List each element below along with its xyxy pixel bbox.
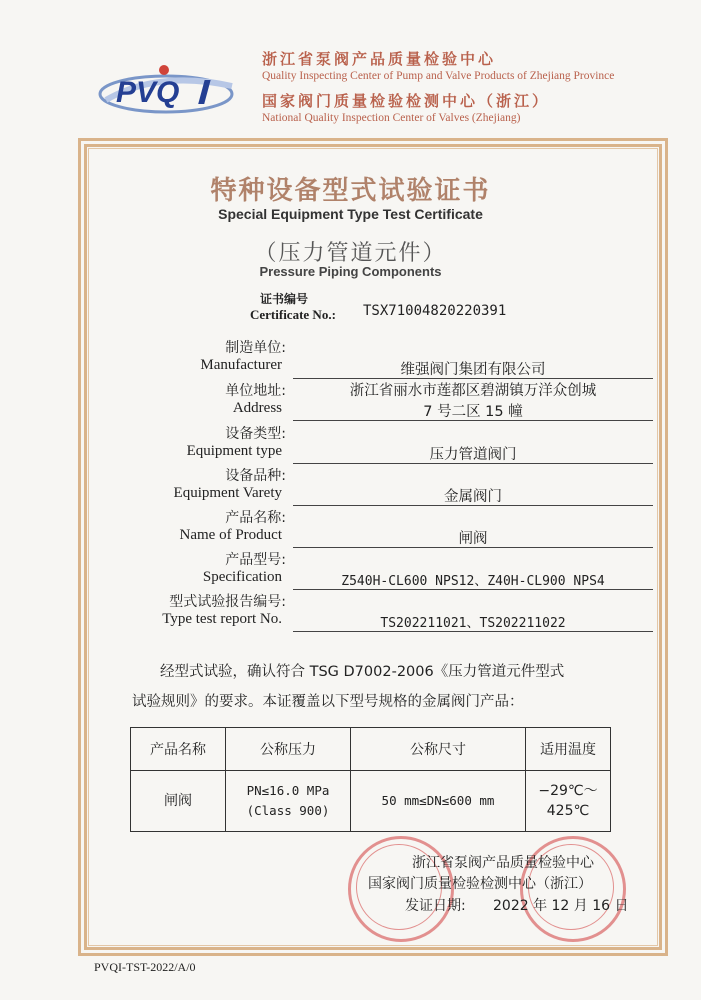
- org-name-cn: 浙江省泵阀产品质量检验中心: [262, 50, 497, 68]
- report-no-label-cn: 型式试验报告编号:: [169, 594, 286, 610]
- table-header-pressure: 公称压力: [226, 728, 351, 771]
- statement-line2: 试验规则》的要求。本证覆盖以下型号规格的金属阀门产品：: [132, 694, 524, 710]
- address-label-cn: 单位地址:: [225, 383, 286, 399]
- manufacturer-value: 维强阀门集团有限公司: [400, 362, 546, 378]
- product-name-label-en: Name of Product: [179, 527, 282, 543]
- equipment-type-label-cn: 设备类型:: [225, 426, 286, 442]
- address-label-en: Address: [232, 400, 282, 416]
- report-no-value: TS202211021、TS202211022: [380, 616, 566, 631]
- table-header-product-name: 产品名称: [131, 728, 226, 771]
- address-value-line1: 浙江省丽水市莲都区碧湖镇万洋众创城: [349, 383, 597, 399]
- document-code: PVQI-TST-2022/A/0: [94, 960, 196, 974]
- issuer-line1: 浙江省泵阀产品质量检验中心: [412, 855, 594, 871]
- logo-text: PVQ: [116, 76, 180, 109]
- pressure-line2: (Class 900): [246, 803, 330, 818]
- national-center-en: National Quality Inspection Center of Valves (Zhejiang): [262, 112, 521, 124]
- certificate-no-label-en: Certificate No.:: [250, 307, 336, 322]
- certificate-subtitle-en: Pressure Piping Components: [259, 264, 442, 279]
- equipment-variety-label-en: Equipment Varety: [173, 485, 282, 501]
- address-value-line2: 7 号二区 15 幢: [423, 404, 523, 420]
- certificate-subtitle-cn: （压力管道元件）: [254, 241, 447, 266]
- equipment-variety-value: 金属阀门: [444, 489, 502, 505]
- product-name-underline: [293, 547, 653, 548]
- report-no-label-en: Type test report No.: [162, 611, 282, 627]
- equipment-variety-underline: [293, 505, 653, 506]
- issuer-line2: 国家阀门质量检验检测中心（浙江）: [368, 876, 592, 892]
- table-cell-temperature: −29℃～425℃: [526, 771, 611, 832]
- issue-date-value: 2022 年 12 月 16 日: [493, 898, 629, 914]
- pvqi-logo: [98, 60, 238, 118]
- equipment-type-label-en: Equipment type: [186, 443, 282, 459]
- table-row: [131, 771, 611, 832]
- product-table: [130, 727, 611, 832]
- table-header-row: [131, 728, 611, 771]
- table-header-size: 公称尺寸: [351, 728, 526, 771]
- manufacturer-label-en: Manufacturer: [200, 357, 282, 373]
- certificate-title-en: Special Equipment Type Test Certificate: [218, 206, 483, 222]
- report-no-underline: [293, 631, 653, 632]
- product-name-value: 闸阀: [458, 531, 488, 547]
- table-header-temperature: 适用温度: [526, 728, 611, 771]
- table-cell-product-name: 闸阀: [131, 771, 226, 832]
- equipment-type-underline: [293, 463, 653, 464]
- manufacturer-label-cn: 制造单位:: [225, 340, 286, 356]
- address-underline: [293, 420, 653, 421]
- table-cell-size: 50 mm≤DN≤600 mm: [351, 771, 526, 832]
- equipment-type-value: 压力管道阀门: [429, 447, 517, 463]
- national-center-cn: 国家阀门质量检验检测中心（浙江）: [262, 92, 551, 110]
- product-name-label-cn: 产品名称:: [225, 510, 286, 526]
- pressure-line1: PN≤16.0 MPa: [246, 783, 330, 798]
- specification-label-en: Specification: [202, 569, 282, 585]
- certificate-title-cn: 特种设备型式试验证书: [210, 176, 491, 206]
- specification-label-cn: 产品型号:: [225, 552, 286, 568]
- issue-date-label: 发证日期:: [405, 898, 466, 914]
- specification-underline: [293, 589, 653, 590]
- table-cell-pressure: [226, 771, 351, 832]
- certificate-no-label-cn: 证书编号: [260, 292, 309, 306]
- equipment-variety-label-cn: 设备品种:: [225, 468, 286, 484]
- statement-line1: 经型式试验，确认符合 TSG D7002-2006《压力管道元件型式: [160, 664, 565, 680]
- certificate-number: TSX71004820220391: [363, 303, 507, 319]
- org-name-en: Quality Inspecting Center of Pump and Valve Products of Zhejiang Province: [262, 70, 615, 82]
- specification-value: Z540H-CL600 NPS12、Z40H-CL900 NPS4: [341, 574, 605, 589]
